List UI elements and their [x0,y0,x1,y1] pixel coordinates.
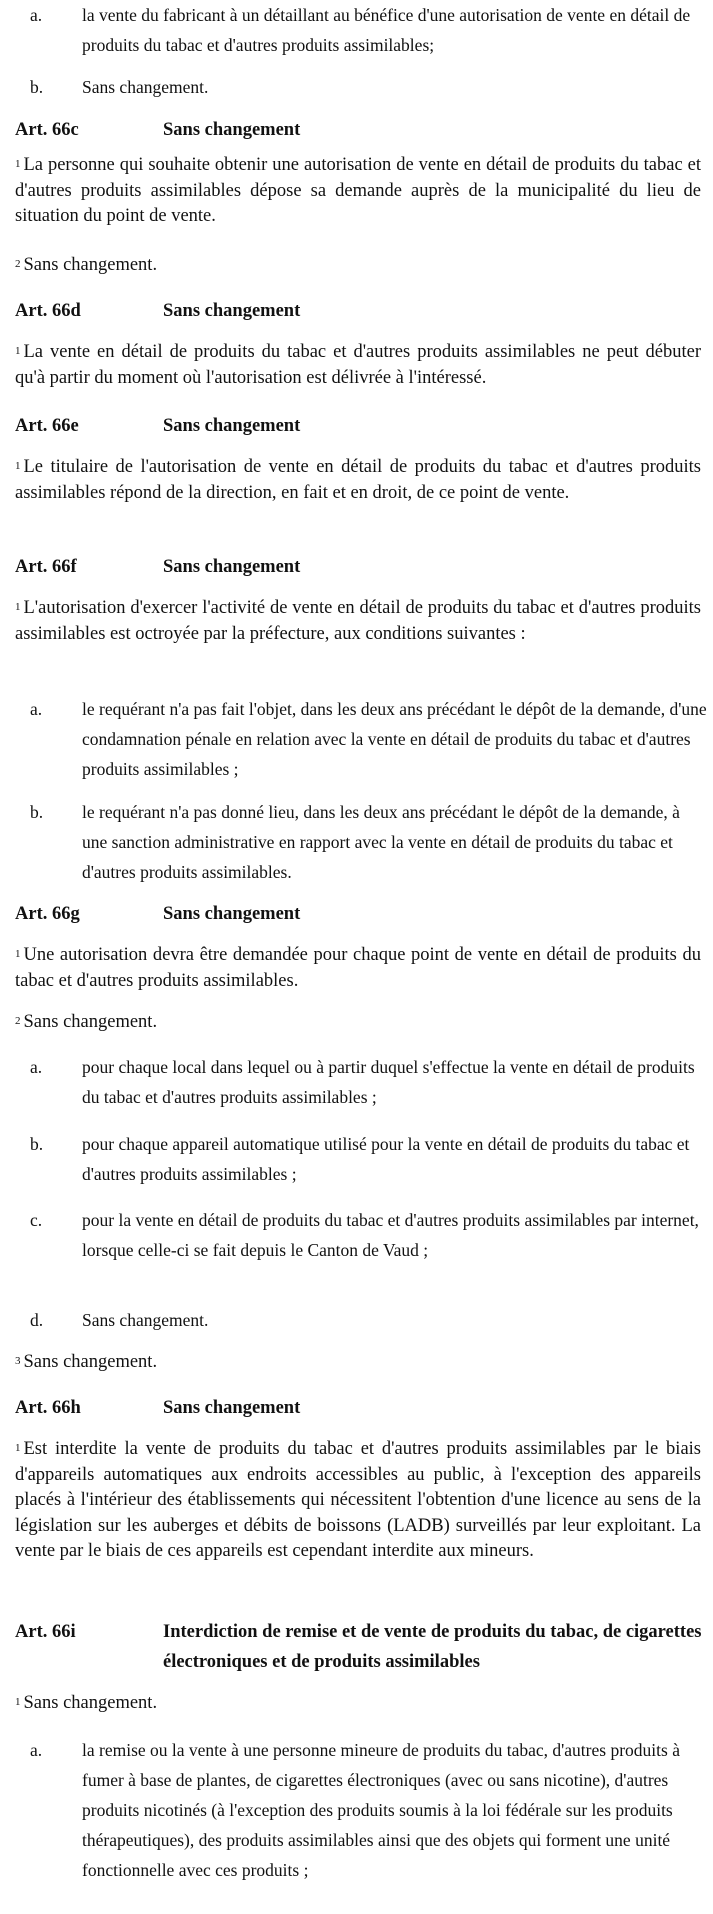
article-title: Sans changement [163,416,301,436]
article-number: Art. 66f [15,557,77,577]
article-title: Interdiction de remise et de vente de produits du tabac, de cigarettes électroniques et de produits assimilables [163,1622,702,1672]
list-label: a. [30,699,43,719]
paragraph-text: Est interdite la vente de produits du tabac et d'autres produits assimilables par le biais d'appareils automatiques aux endroits accessibles au public, à l'exception des appareils placés à l'intérieur des établissements qui nécessitent l'obtention d'une licence au sens de la législation sur les auberges et débits de boissons (LADB) surveillés par leur exploitant. La vente par le biais de ces appareils est cependant interdite aux mineurs. [15,1439,701,1561]
paragraph-text: Sans changement. [23,1352,158,1372]
paragraph-text: Le titulaire de l'autorisation de vente en détail de produits du tabac et d'autres produits assimilables répond de la direction, en fait et en droit, de ce point de vente. [15,457,701,503]
article-number: Art. 66d [15,301,81,321]
article-title: Sans changement [163,120,301,140]
paragraph [15,596,701,647]
paragraph-text: Une autorisation devra être demandée pour chaque point de vente en détail de produits du tabac et d'autres produits assimilables. [15,945,701,991]
list-label: a. [30,1057,43,1077]
list-text: pour la vente en détail de produits du tabac et d'autres produits assimilables par internet, lorsque celle-ci se fait depuis le Canton de Vaud ; [82,1210,699,1260]
paragraph-text: Sans changement. [23,1693,158,1713]
list-label: b. [30,77,44,97]
paragraph-number: 1 [15,345,21,357]
list-text: le requérant n'a pas donné lieu, dans les deux ans précédant le dépôt de la demande, à une sanction administrative en rapport avec la vente en détail de produits du tabac et d'autres produits assimilables. [82,802,680,882]
paragraph-number: 3 [15,1355,21,1367]
list-text: la remise ou la vente à une personne mineure de produits du tabac, d'autres produits à fumer à base de plantes, de cigarettes électroniques (avec ou sans nicotine), d'autres produits nicotinés (à l'exception des produits soumis à la loi fédérale sur les produits thérapeutiques), des produits assimilables ainsi que des objets qui forment une unité fonctionnelle avec ces produits ; [82,1740,680,1880]
paragraph-text: La personne qui souhaite obtenir une autorisation de vente en détail de produits du tabac et d'autres produits assimilables dépose sa demande auprès de la municipalité du lieu de situation du point de vente. [15,155,701,226]
article-number: Art. 66h [15,1398,81,1418]
paragraph-number: 1 [15,948,21,960]
article-number: Art. 66i [15,1622,76,1642]
list-text: le requérant n'a pas fait l'objet, dans les deux ans précédant le dépôt de la demande, d'une condamnation pénale en relation avec la vente en détail de produits du tabac et d'autres produits assimilables ; [82,699,707,779]
article-title: Sans changement [163,557,301,577]
paragraph-number: 2 [15,258,21,270]
list-text: pour chaque appareil automatique utilisé pour la vente en détail de produits du tabac et d'autres produits assimilables ; [82,1134,690,1184]
paragraph-number: 1 [15,601,21,613]
list-label: a. [30,5,43,25]
paragraph [15,1437,701,1565]
paragraph-number: 1 [15,1696,21,1708]
article-number: Art. 66g [15,904,80,924]
article-title: Sans changement [163,301,301,321]
paragraph [15,455,701,506]
paragraph-text: La vente en détail de produits du tabac et d'autres produits assimilables ne peut débuter qu'à partir du moment où l'autorisation est délivrée à l'intéressé. [15,342,701,388]
paragraph [15,1010,701,1036]
list-text: pour chaque local dans lequel ou à partir duquel s'effectue la vente en détail de produits du tabac et d'autres produits assimilables ; [82,1057,695,1107]
paragraph-number: 1 [15,460,21,472]
paragraph-text: L'autorisation d'exercer l'activité de vente en détail de produits du tabac et d'autres produits assimilables est octroyée par la préfecture, aux conditions suivantes : [15,598,701,644]
list-text: Sans changement. [82,77,209,97]
paragraph [15,943,701,994]
paragraph [15,1350,701,1376]
article-title: Sans changement [163,904,301,924]
article-number: Art. 66e [15,416,79,436]
paragraph-text: Sans changement. [23,1012,158,1032]
paragraph-number: 2 [15,1015,21,1027]
paragraph [15,153,701,230]
paragraph-number: 1 [15,1442,21,1454]
list-label: d. [30,1310,44,1330]
paragraph [15,253,701,279]
list-label: b. [30,1134,44,1154]
paragraph-number: 1 [15,158,21,170]
list-label: b. [30,802,44,822]
article-number: Art. 66c [15,120,79,140]
article-title: Sans changement [163,1398,301,1418]
list-text: la vente du fabricant à un détaillant au bénéfice d'une autorisation de vente en détail de produits du tabac et d'autres produits assimilables; [82,5,691,55]
list-label: c. [30,1210,43,1230]
paragraph-text: Sans changement. [23,255,158,275]
paragraph [15,340,701,391]
list-text: Sans changement. [82,1310,209,1330]
list-label: a. [30,1740,43,1760]
paragraph [15,1691,701,1717]
